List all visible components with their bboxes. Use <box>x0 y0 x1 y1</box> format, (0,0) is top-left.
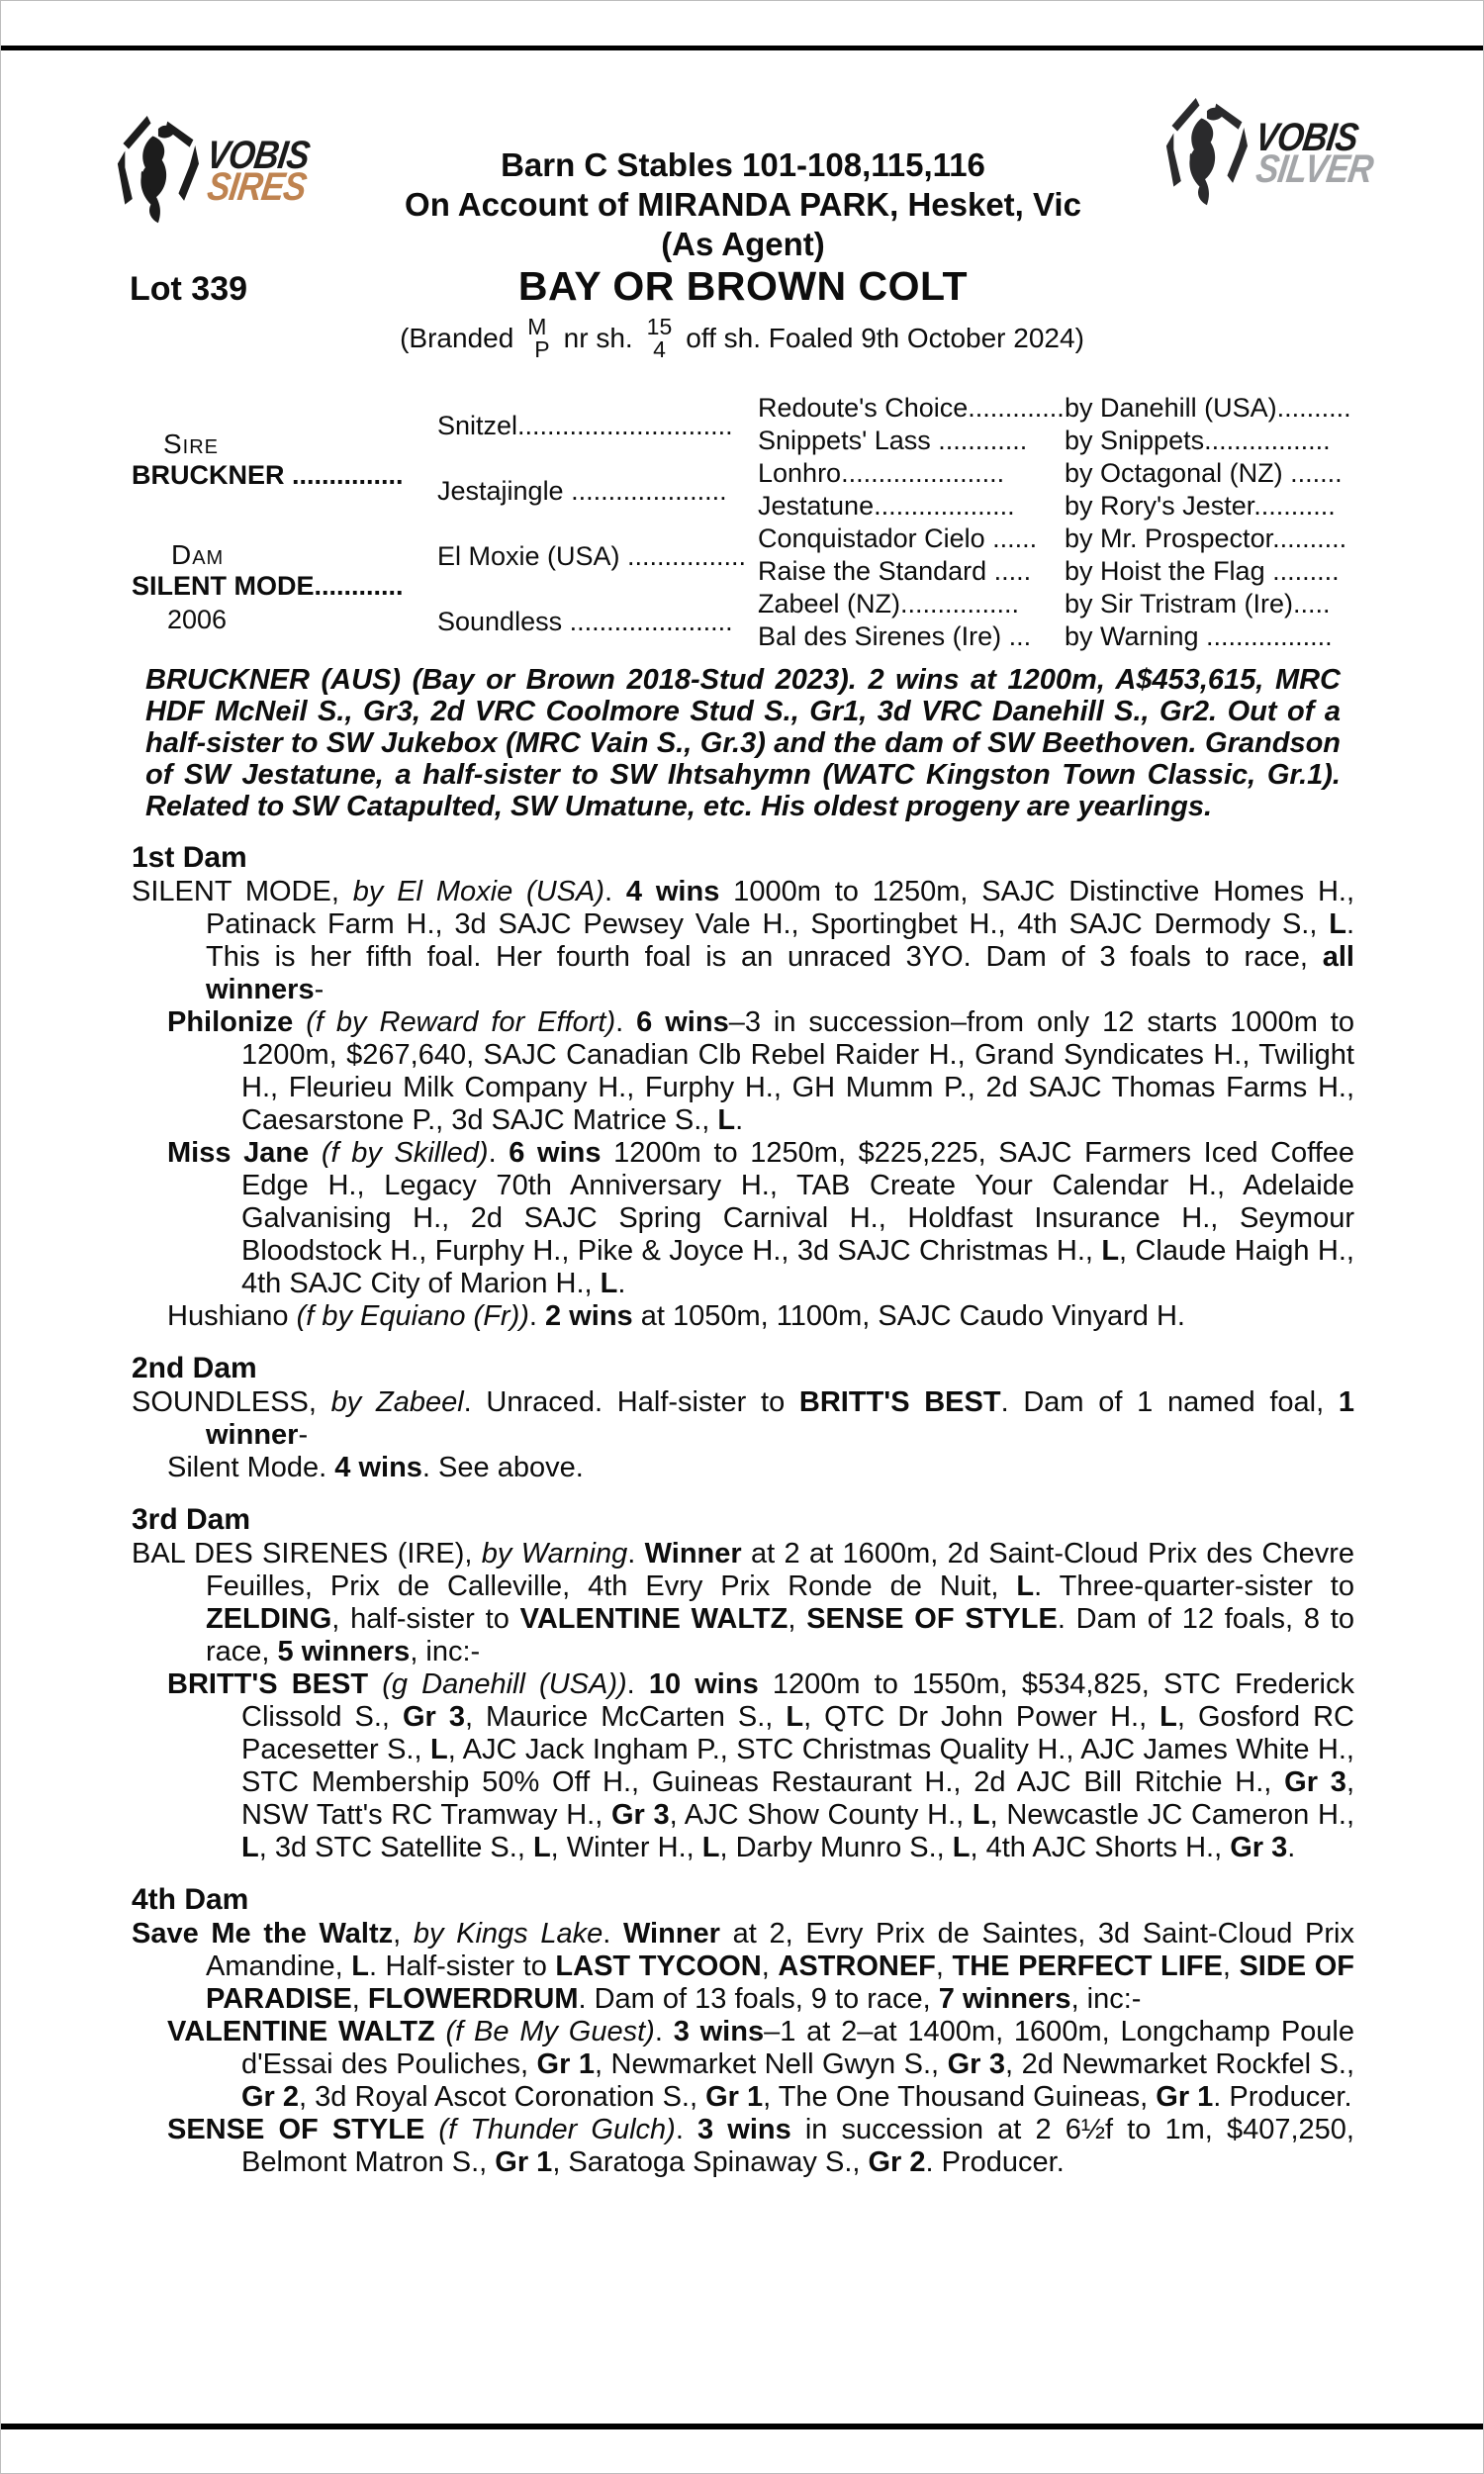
sire-name: BRUCKNER ............... <box>132 460 404 490</box>
gen2-dam-of-dam: Soundless ...................... <box>437 607 733 636</box>
vobis-sires-word1: VOBIS <box>204 134 313 177</box>
dam-paragraph: BAL DES SIRENES (IRE), by Warning. Winner at 2 at 1600m, 2d Saint-Cloud Prix des Chevre Feuilles, Prix de Calleville, 4th Evry Prix Ronde de Nuit, L. Three-quarter-sister to ZELDING, half-sister to VALENTINE WALTZ, SENSE OF STYLE. Dam of 12 foals, 8 to race, 5 winners, inc:- <box>132 1538 1354 1667</box>
stable-line: Barn C Stables 101-108,115,116 <box>501 146 985 183</box>
brand-number-top: 15 <box>646 314 673 339</box>
brand-mark <box>527 316 549 361</box>
branded-suffix: off sh. Foaled 9th October 2024) <box>686 323 1084 353</box>
gen3-name: Jestatune................... <box>758 491 1015 521</box>
gen3-by: by Warning ................. <box>1065 621 1333 651</box>
sire-role-label: Sire <box>163 428 220 459</box>
progeny-entry: Hushiano (f by Equiano (Fr)). 2 wins at 1050m, 1100m, SAJC Caudo Vinyard H. <box>167 1300 1185 1332</box>
gen3-by: by Danehill (USA).......... <box>1065 393 1351 423</box>
page-title: BAY OR BROWN COLT <box>517 263 969 309</box>
gen3-by: by Mr. Prospector.......... <box>1065 523 1347 553</box>
branded-line <box>1 316 1483 361</box>
vobis-sires-word2: SIRES <box>204 165 309 209</box>
section-heading-2nd-dam: 2nd Dam <box>132 1352 257 1384</box>
bottom-rule <box>1 2424 1483 2429</box>
account-line: On Account of MIRANDA PARK, Hesket, Vic <box>405 186 1081 223</box>
top-rule <box>1 46 1483 50</box>
gen3-by: by Rory's Jester........... <box>1065 491 1336 521</box>
vobis-horse-emblem-icon <box>116 116 199 227</box>
section-heading-4th-dam: 4th Dam <box>132 1883 249 1916</box>
gen3-name: Bal des Sirenes (Ire) ... <box>758 621 1032 651</box>
progeny-entry: Miss Jane (f by Skilled). 6 wins 1200m to 1250m, $225,225, SAJC Farmers Iced Coffee Edge H., Legacy 70th Anniversary H., TAB Create Your Calendar H., Adelaide Galvanising H., 2d SAJC Spring Carnival H., Holdfast Insurance H., Seymour Bloodstock H., Furphy H., Pike & Joyce H., 3d SAJC Christmas H., L, Claude Haigh H., 4th SAJC City of Marion H., L. <box>167 1137 1355 1299</box>
dam-name: SILENT MODE............ <box>132 571 404 601</box>
agent-line: (As Agent) <box>661 226 825 262</box>
brand-number <box>647 316 673 361</box>
gen2-sire-of-dam: El Moxie (USA) ................ <box>437 541 747 571</box>
dam-paragraph: SILENT MODE, by El Moxie (USA). 4 wins 1000m to 1250m, SAJC Distinctive Homes H., Patinack Farm H., 3d SAJC Pewsey Vale H., Sportingbet H., 4th SAJC Dermody S., L. This is her fifth foal. Her fourth foal is an unraced 3YO. Dam of 3 foals to race, all winners- <box>132 876 1354 1005</box>
sire-race-record: BRUCKNER (AUS) (Bay or Brown 2018-Stud 2023). 2 wins at 1200m, A$453,615, MRC HDF McNeil S., Gr3, 2d VRC Coolmore Stud S., Gr1, 3d VRC Danehill S., Gr2. Out of a half-sister to SW Jukebox (MRC Vain S., Gr.3) and the dam of SW Beethoven. Grandson of SW Jestatune, a half-sister to SW Ihtsahymn (WATC Kingston Town Classic, Gr.1). Related to SW Catapulted, SW Umatune, etc. His oldest progeny are yearlings. <box>145 664 1341 822</box>
progeny-entry: Silent Mode. 4 wins. See above. <box>167 1452 584 1483</box>
catalogue-text <box>132 664 1354 2179</box>
dam-paragraph: Save Me the Waltz, by Kings Lake. Winner at 2, Evry Prix de Saintes, 3d Saint-Cloud Prix Amandine, L. Half-sister to LAST TYCOON, ASTRONEF, THE PERFECT LIFE, SIDE OF PARADISE, FLOWERDRUM. Dam of 13 foals, 9 to race, 7 winners, inc:- <box>132 1918 1354 2015</box>
gen3-by: by Snippets................. <box>1065 426 1331 455</box>
dam-role-label: Dam <box>171 539 225 570</box>
brand-mark-bottom: P <box>534 336 550 362</box>
section-heading-3rd-dam: 3rd Dam <box>132 1503 251 1536</box>
gen3-name: Zabeel (NZ)................ <box>758 589 1020 618</box>
section-heading-1st-dam: 1st Dam <box>132 841 247 874</box>
gen3-name: Conquistador Cielo ...... <box>758 523 1038 553</box>
gen3-name: Snippets' Lass ............ <box>758 426 1028 455</box>
brand-number-bottom: 4 <box>653 336 666 362</box>
gen3-name: Raise the Standard ..... <box>758 556 1032 586</box>
dam-year: 2006 <box>167 605 228 634</box>
progeny-entry: Philonize (f by Reward for Effort). 6 wins–3 in succession–from only 12 starts 1000m to 1200m, $267,640, SAJC Canadian Clb Rebel Raider H., Grand Syndicates H., Twilight H., Fleurieu Milk Company H., Furphy H., GH Mumm P., 2d SAJC Thomas Farms H., Caesarstone P., 3d SAJC Matrice S., L. <box>167 1006 1354 1136</box>
progeny-entry: VALENTINE WALTZ (f Be My Guest). 3 wins–1 at 2–at 1400m, 1600m, Longchamp Poule d'Essai des Pouliches, Gr 1, Newmarket Nell Gwyn S., Gr 3, 2d Newmarket Rockfel S., Gr 2, 3d Royal Ascot Coronation S., Gr 1, The One Thousand Guineas, Gr 1. Producer. <box>167 2016 1355 2113</box>
consignor-header <box>248 145 1238 264</box>
pedigree-table <box>132 389 1354 654</box>
vobis-silver-word1: VOBIS <box>1252 116 1361 159</box>
lot-number: Lot 339 <box>130 270 248 308</box>
progeny-entry: BRITT'S BEST (g Danehill (USA)). 10 wins 1200m to 1550m, $534,825, STC Frederick Clissold S., Gr 3, Maurice McCarten S., L, QTC Dr John Power H., L, Gosford RC Pacesetter S., L, AJC Jack Ingham P., STC Christmas Quality H., AJC James White H., STC Membership 50% Off H., Guineas Restaurant H., 2d AJC Bill Ritchie H., Gr 3, NSW Tatt's RC Tramway H., Gr 3, AJC Show County H., L, Newcastle JC Cameron H., L, 3d STC Satellite S., L, Winter H., L, Darby Munro S., L, 4th AJC Shorts H., Gr 3. <box>167 1668 1355 1863</box>
branded-prefix: (Branded <box>400 323 514 353</box>
branded-mid: nr sh. <box>563 323 633 353</box>
gen2-sire-of-sire: Snitzel............................. <box>437 411 733 440</box>
gen2-dam-of-sire: Jestajingle ..................... <box>437 476 727 506</box>
gen3-name: Redoute's Choice............. <box>758 393 1065 423</box>
gen3-name: Lonhro...................... <box>758 458 1005 488</box>
gen3-by: by Sir Tristram (Ire)..... <box>1065 589 1331 618</box>
vobis-silver-word2: SILVER <box>1252 147 1376 191</box>
dam-paragraph: SOUNDLESS, by Zabeel. Unraced. Half-sister to BRITT'S BEST. Dam of 1 named foal, 1 winner- <box>132 1386 1355 1451</box>
gen3-by: by Octagonal (NZ) ....... <box>1065 458 1343 488</box>
progeny-entry: SENSE OF STYLE (f Thunder Gulch). 3 wins in succession at 2 6½f to 1m, $407,250, Belmont Matron S., Gr 1, Saratoga Spinaway S., Gr 2. Producer. <box>167 2114 1354 2178</box>
brand-mark-top: M <box>527 314 547 339</box>
gen3-by: by Hoist the Flag ......... <box>1065 556 1340 586</box>
